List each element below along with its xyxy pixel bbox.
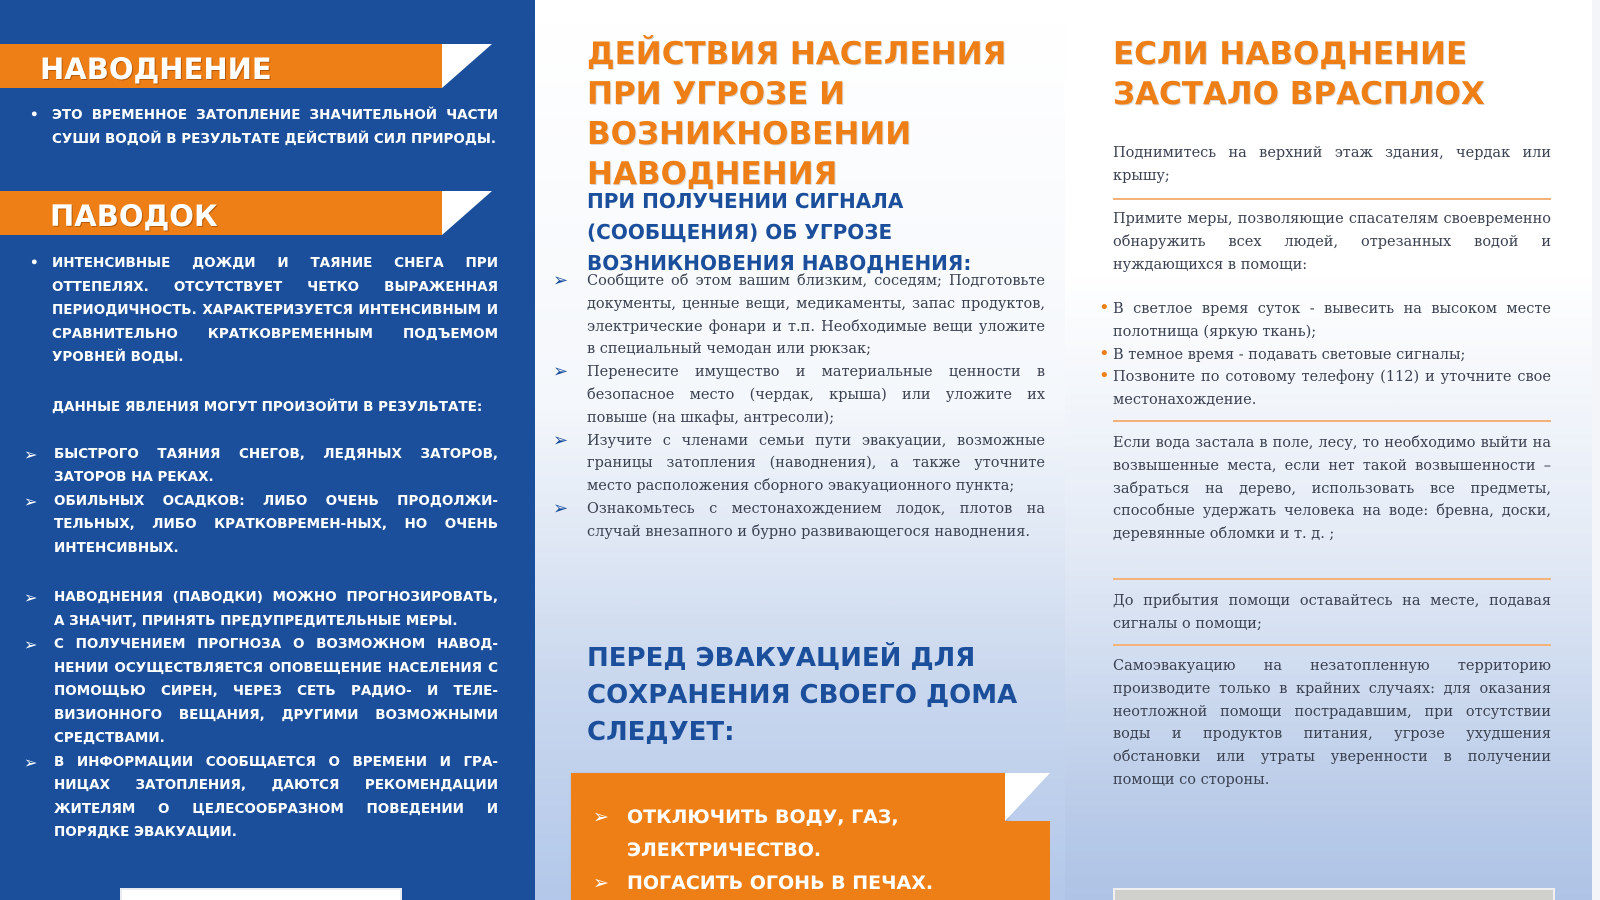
action-item: ➢ Перенесите имущество и материальные ценности в безопасное место (чердак, крыша) или уложите их повыше (на шкафы, антресоли);	[587, 361, 1045, 429]
action-item: ➢ Ознакомьтесь с местонахождением лодок, плотов на случай внезапного и бурно развивающегося наводнения.	[587, 498, 1045, 544]
advice-wait-help: До прибытия помощи оставайтесь на месте, подавая сигналы о помощи;	[1113, 593, 1551, 632]
separator	[1113, 644, 1551, 646]
evacuation-step: ➢ ПОГАСИТЬ ОГОНЬ В ПЕЧАХ.	[627, 867, 1067, 900]
definitions-panel	[0, 0, 535, 900]
banner-fold	[442, 44, 492, 88]
flood-banner	[0, 44, 442, 88]
signal-item: • В светлое время суток - вывесить на высоком месте полотнища (яркую ткань);	[1113, 298, 1551, 344]
signal-list	[1113, 298, 1551, 412]
forecast-item: ➢ НАВОДНЕНИЯ (ПАВОДКИ) МОЖНО ПРОГНОЗИРОВАТЬ, А ЗНАЧИТ, ПРИНЯТЬ ПРЕДУПРЕДИТЕЛЬНЫЕ МЕРЫ.	[30, 586, 498, 633]
signal-heading: ПРИ ПОЛУЧЕНИИ СИГНАЛА (СООБЩЕНИЯ) ОБ УГРОЗЕ ВОЗНИКНОВЕНИЯ НАВОДНЕНИЯ:	[587, 189, 972, 275]
action-item: ➢ Сообщите об этом вашим близким, соседям; Подготовьте документы, ценные вещи, медикаменты, запас продуктов, электрические фонари и т.п. Необходимые вещи уложите в специальный чемодан или рюкзак;	[587, 270, 1045, 361]
advice-field-forest: Если вода застала в поле, лесу, то необходимо выйти на возвышенные места, если нет такой возвышенности – забраться на дерево, использовать все предметы, способные удержать человека на воде: бревна, доски, деревянные обломки и т. д. ;	[1113, 435, 1551, 543]
flood-definition-block	[30, 104, 498, 151]
bottom-image-frame	[1113, 888, 1555, 900]
surprise-flood-panel	[1065, 0, 1600, 900]
paavodok-banner	[0, 191, 442, 235]
separator	[1113, 198, 1551, 200]
evacuation-step: ➢ ОТКЛЮЧИТЬ ВОДУ, ГАЗ, ЭЛЕКТРИЧЕСТВО.	[627, 801, 1067, 867]
causes-block	[30, 396, 498, 560]
signal-item: • Позвоните по сотовому телефону (112) и уточните свое местонахождение.	[1113, 366, 1551, 412]
causes-intro: ДАННЫЕ ЯВЛЕНИЯ МОГУТ ПРОИЗОЙТИ В РЕЗУЛЬТАТЕ:	[52, 399, 483, 415]
advice-self-evacuation: Самоэвакуацию на незатопленную территорию производите только в крайних случаях: для оказания неотложной помощи пострадавшим, при отсутствии воды и продуктов питания, угрозе ухудшения обстановки или утраты уверенности в получении помощи со стороны.	[1113, 658, 1551, 788]
cause-item: ➢ БЫСТРОГО ТАЯНИЯ СНЕГОВ, ЛЕДЯНЫХ ЗАТОРОВ, ЗАТОРОВ НА РЕКАХ.	[30, 443, 498, 490]
signal-item: • В темное время - подавать световые сигналы;	[1113, 344, 1551, 367]
separator	[1113, 420, 1551, 422]
paavodok-definition-block	[30, 252, 498, 370]
surprise-title: ЕСЛИ НАВОДНЕНИЕ ЗАСТАЛО ВРАСПЛОХ	[1113, 36, 1485, 112]
actions-panel	[535, 0, 1065, 900]
actions-title: ДЕЙСТВИЯ НАСЕЛЕНИЯ ПРИ УГРОЗЕ И ВОЗНИКНОВЕНИИ НАВОДНЕНИЯ	[587, 36, 1007, 192]
evacuation-steps-box	[571, 773, 1005, 900]
bottom-image-frame	[120, 888, 402, 900]
advice-rescuers: Примите меры, позволяющие спасателям своевременно обнаружить всех людей, отрезанных водой и нуждающихся в помощи:	[1113, 211, 1551, 273]
actions-list	[587, 270, 1045, 544]
cause-item: ➢ ОБИЛЬНЫХ ОСАДКОВ: ЛИБО ОЧЕНЬ ПРОДОЛЖИ-ТЕЛЬНЫХ, ЛИБО КРАТКОВРЕМЕН-НЫХ, НО ОЧЕНЬ ИНТЕНСИВНЫХ.	[30, 490, 498, 561]
paavodok-title: ПАВОДОК	[50, 199, 218, 233]
action-item: ➢ Изучите с членами семьи пути эвакуации, возможные границы затопления (наводнения), а также уточните место расположения сборного эвакуационного пункта;	[587, 430, 1045, 498]
separator	[1113, 578, 1551, 580]
forecast-item: ➢ С ПОЛУЧЕНИЕМ ПРОГНОЗА О ВОЗМОЖНОМ НАВОД-НЕНИИ ОСУЩЕСТВЛЯЕТСЯ ОПОВЕЩЕНИЕ НАСЕЛЕНИЯ С ПОМОЩЬЮ СИРЕН, ЧЕРЕЗ СЕТЬ РАДИО- И ТЕЛЕ-ВИЗИОННОГО ВЕЩАНИЯ, ДРУГИМИ ВОЗМОЖНЫМИ СРЕДСТВАМИ.	[30, 633, 498, 751]
banner-fold	[442, 191, 492, 235]
forecast-block	[30, 586, 498, 845]
evacuation-heading: ПЕРЕД ЭВАКУАЦИЕЙ ДЛЯ СОХРАНЕНИЯ СВОЕГО ДОМА СЛЕДУЕТ:	[587, 643, 1018, 747]
paavodok-definition: • ИНТЕНСИВНЫЕ ДОЖДИ И ТАЯНИЕ СНЕГА ПРИ ОТТЕПЕЛЯХ. ОТСУТСТВУЕТ ЧЕТКО ВЫРАЖЕННАЯ ПЕРИОДИЧНОСТЬ. ХАРАКТЕРИЗУЕТСЯ ИНТЕНСИВНЫМ И СРАВНИТЕЛЬНО КРАТКОВРЕМЕННЫМ ПОДЪЕМОМ УРОВНЕЙ ВОДЫ.	[30, 252, 498, 370]
advice-upper-floor: Поднимитесь на верхний этаж здания, чердак или крышу;	[1113, 145, 1551, 184]
panel-edge	[1592, 0, 1600, 900]
flood-definition: • ЭТО ВРЕМЕННОЕ ЗАТОПЛЕНИЕ ЗНАЧИТЕЛЬНОЙ ЧАСТИ СУШИ ВОДОЙ В РЕЗУЛЬТАТЕ ДЕЙСТВИЙ СИЛ ПРИРОДЫ.	[30, 104, 498, 151]
forecast-item: ➢ В ИНФОРМАЦИИ СООБЩАЕТСЯ О ВРЕМЕНИ И ГРА-НИЦАХ ЗАТОПЛЕНИЯ, ДАЮТСЯ РЕКОМЕНДАЦИИ ЖИТЕЛЯМ О ЦЕЛЕСООБРАЗНОМ ПОВЕДЕНИИ И ПОРЯДКЕ ЭВАКУАЦИИ.	[30, 751, 498, 845]
flood-title: НАВОДНЕНИЕ	[40, 52, 272, 86]
